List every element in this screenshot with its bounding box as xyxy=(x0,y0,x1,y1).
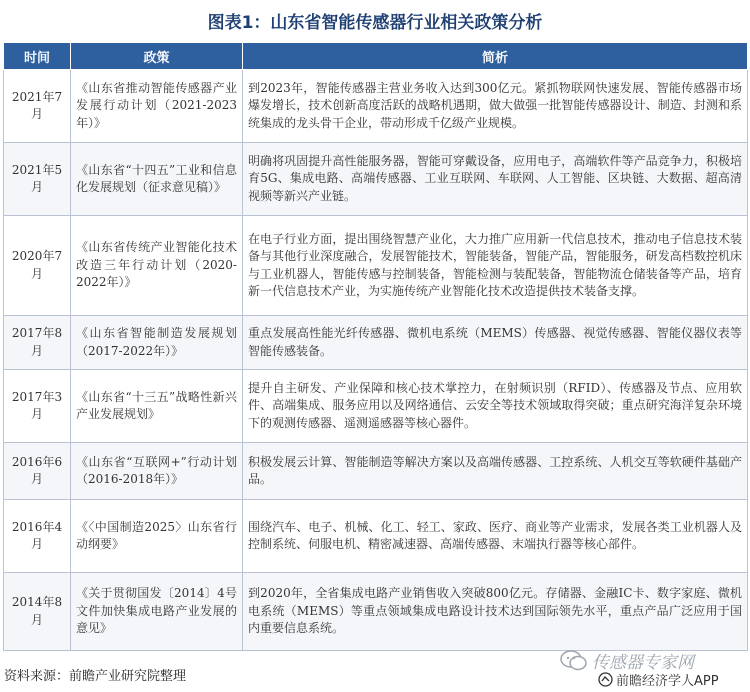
table-header-row xyxy=(4,43,748,70)
watermark xyxy=(554,648,744,690)
table-row xyxy=(4,443,748,500)
table-row xyxy=(4,70,748,143)
row-time: 2017年3月 xyxy=(4,370,71,443)
row-brief: 提升自主研发、产业保障和核心技术掌控力，在射频识别（RFID）、传感器及节点、应用软件、高端集成、服务应用以及网络通信、云安全等技术领域取得突破；重点研究海洋复杂环境下的观测传感器、遥测遥感器等核心器件。 xyxy=(243,370,748,443)
row-brief: 到2020年，全省集成电路产业销售收入突破800亿元。存储器、金融IC卡、数字家庭、微机电系统（MEMS）等重点领域集成电路设计技术达到国际领先水平，重点产品广泛应用于国内重要信息系统。 xyxy=(243,573,748,651)
table-row xyxy=(4,500,748,573)
row-policy: 《关于贯彻国发〔2014〕4号文件加快集成电路产业发展的意见》 xyxy=(71,573,243,651)
row-time: 2017年8月 xyxy=(4,316,71,370)
row-brief: 到2023年，智能传感器主营业务收入达到300亿元。紧抓物联网快速发展、智能传感器市场爆发增长，技术创新高度活跃的战略机遇期，做大做强一批智能传感器设计、制造、封测和系统集成的龙头骨干企业，带动形成千亿级产业规模。 xyxy=(243,70,748,143)
table-row xyxy=(4,316,748,370)
header-brief: 简析 xyxy=(243,43,748,70)
row-policy: 《山东省智能制造发展规划（2017-2022年）》 xyxy=(71,316,243,370)
table-row xyxy=(4,143,748,216)
watermark-sub-text: 前瞻经济学人APP xyxy=(616,674,719,689)
table-row xyxy=(4,216,748,316)
figure-title: 图表1：山东省智能传感器行业相关政策分析 xyxy=(207,13,543,33)
header-policy: 政策 xyxy=(71,43,243,70)
policy-table xyxy=(3,42,748,651)
row-policy: 《山东省“互联网+”行动计划（2016-2018年）》 xyxy=(71,443,243,500)
row-time: 2021年7月 xyxy=(4,70,71,143)
app-logo-icon xyxy=(598,672,613,691)
wechat-logo-icon xyxy=(560,650,588,676)
row-brief: 围绕汽车、电子、机械、化工、轻工、家政、医疗、商业等产业需求，发展各类工业机器人及控制系统、伺服电机、精密减速器、高端传感器、末端执行器等核心部件。 xyxy=(243,500,748,573)
row-brief: 在电子行业方面，提出围绕智慧产业化，大力推广应用新一代信息技术，推动电子信息技术装备与其他行业深度融合，发展智能技术，智能装备，智能产品，智能服务，研发高档数控机床与工业机器人，智能传感与控制装备，智能检测与装配装备，智能物流仓储装备等产品，培育新一代信息技术产业，为实施传统产业智能化技术改造提供技术装备支撑。 xyxy=(243,216,748,316)
row-time: 2021年5月 xyxy=(4,143,71,216)
row-time: 2016年6月 xyxy=(4,443,71,500)
row-policy: 《山东省“十四五”工业和信息化发展规划（征求意见稿）》 xyxy=(71,143,243,216)
row-brief: 积极发展云计算、智能制造等解决方案以及高端传感器、工控系统、人机交互等软硬件基础产品。 xyxy=(243,443,748,500)
table-row xyxy=(4,573,748,651)
row-time: 2014年8月 xyxy=(4,573,71,651)
watermark-main-text: 传感器专家网 xyxy=(592,653,694,673)
row-policy: 《山东省推动智能传感器产业发展行动计划（2021-2023年）》 xyxy=(71,70,243,143)
row-brief: 重点发展高性能光纤传感器、微机电系统（MEMS）传感器、视觉传感器、智能仪器仪表等智能传感装备。 xyxy=(243,316,748,370)
table-row xyxy=(4,370,748,443)
row-policy: 《山东省“十三五”战略性新兴产业发展规划》 xyxy=(71,370,243,443)
header-time: 时间 xyxy=(4,43,71,70)
row-time: 2016年4月 xyxy=(4,500,71,573)
row-policy: 《山东省传统产业智能化技术改造三年行动计划（2020-2022年）》 xyxy=(71,216,243,316)
row-policy: 《〈中国制造2025〉山东省行动纲要》 xyxy=(71,500,243,573)
row-brief: 明确将巩固提升高性能服务器，智能可穿戴设备，应用电子，高端软件等产品竞争力，积极培育5G、集成电路、高端传感器、工业互联网、车联网、人工智能、区块链、大数据、超高清视频等新兴产业链。 xyxy=(243,143,748,216)
row-time: 2020年7月 xyxy=(4,216,71,316)
source-note: 资料来源：前瞻产业研究院整理 xyxy=(4,669,187,684)
